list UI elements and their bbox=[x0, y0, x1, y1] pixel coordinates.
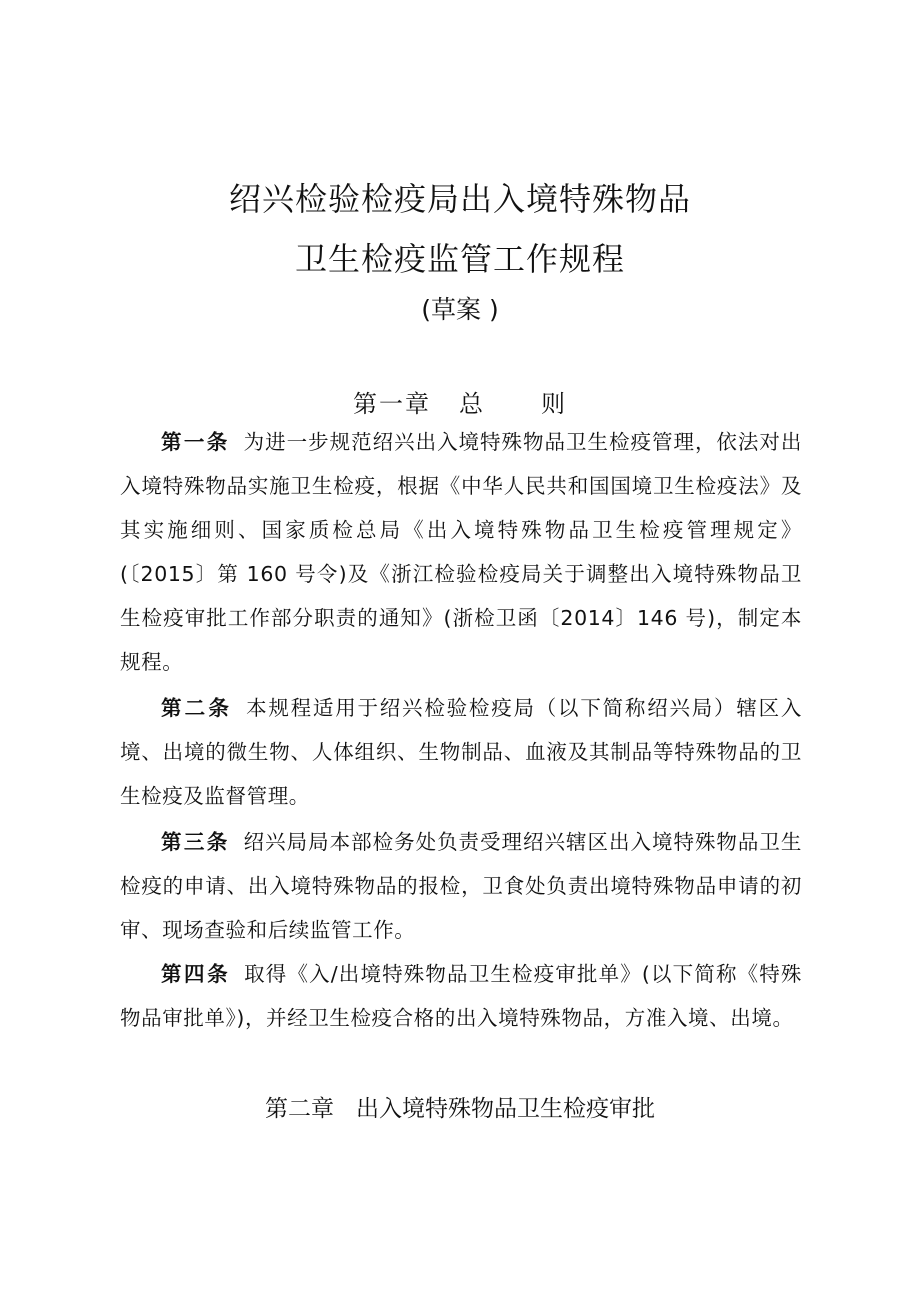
document-title-line2: 卫生检疫监管工作规程 bbox=[294, 240, 625, 278]
article-text: 取得《入/出境特殊物品卫生检疫审批单》(以下简称《特殊物品审批单》)，并经卫生检疫合格的出入境特殊物品，方准入境、出境。 bbox=[120, 962, 803, 1030]
chapter-number: 第一章 bbox=[353, 390, 431, 418]
article-text: 绍兴局局本部检务处负责受理绍兴辖区出入境特殊物品卫生检疫的申请、出入境特殊物品的报检，卫食处负责出境特殊物品申请的初审、现场查验和后续监管工作。 bbox=[120, 830, 802, 942]
article-label: 第四条 bbox=[161, 962, 231, 986]
article-label: 第二条 bbox=[161, 696, 233, 720]
chapter-heading-2 bbox=[0, 1090, 920, 1123]
chapter-title: 出入境特殊物品卫生检疫审批 bbox=[356, 1096, 655, 1122]
draft-label: (草案 ) bbox=[421, 295, 499, 324]
chapter-title-char: 则 bbox=[541, 390, 567, 418]
chapter-heading-1 bbox=[0, 384, 920, 419]
article-2 bbox=[120, 686, 802, 818]
document-title-line1: 绍兴检验检疫局出入境特殊物品 bbox=[228, 180, 691, 218]
article-label: 第三条 bbox=[161, 830, 230, 854]
article-3 bbox=[120, 820, 802, 952]
article-4 bbox=[120, 952, 802, 1040]
article-label: 第一条 bbox=[161, 430, 230, 454]
chapter-number: 第二章 bbox=[265, 1096, 334, 1122]
article-1 bbox=[120, 420, 802, 684]
chapter-title-char: 总 bbox=[459, 390, 485, 418]
article-text: 为进一步规范绍兴出入境特殊物品卫生检疫管理，依法对出入境特殊物品实施卫生检疫，根据《中华人民共和国国境卫生检疫法》及其实施细则、国家质检总局《出入境特殊物品卫生检疫管理规定》(〔2015〕第 160 号令)及《浙江检验检疫局关于调整出入境特殊物品卫生检疫审批工作部分职责的通知》(浙检卫函〔2014〕146 号)，制定本规程。 bbox=[120, 430, 802, 674]
article-text: 本规程适用于绍兴检验检疫局（以下简称绍兴局）辖区入境、出境的微生物、人体组织、生物制品、血液及其制品等特殊物品的卫生检疫及监督管理。 bbox=[120, 696, 803, 808]
